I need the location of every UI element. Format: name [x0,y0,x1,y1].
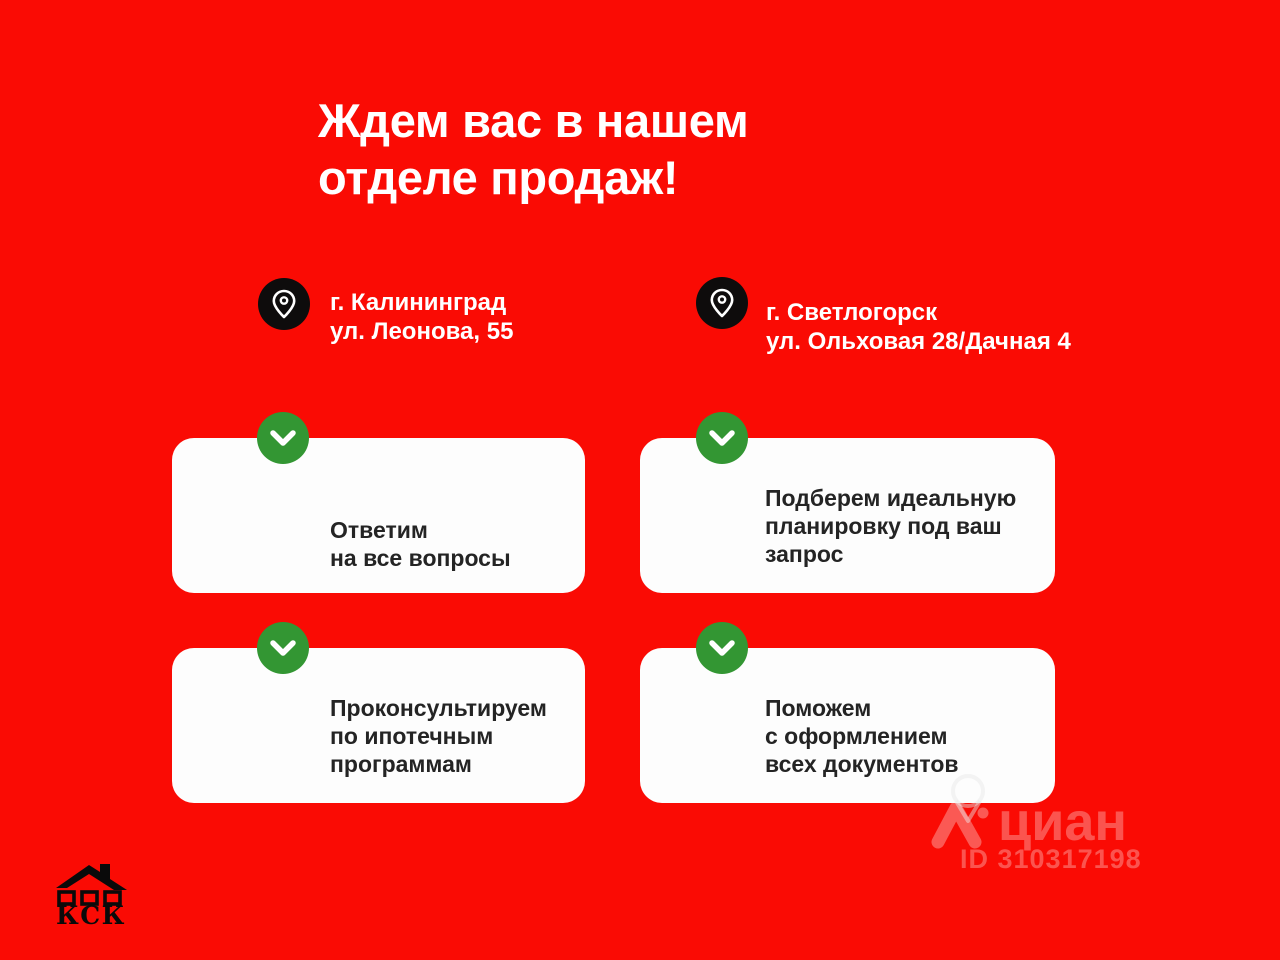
address-kaliningrad [330,288,513,346]
benefit-card-layout [640,438,1055,593]
check-badge [257,412,309,464]
title-line-2: отделе продаж! [318,151,679,204]
cian-watermark [928,762,1164,876]
benefit-text [330,516,511,572]
map-pin-icon [709,288,735,318]
benefit-line: Проконсультируем [330,695,547,721]
title-line-1: Ждем вас в нашем [318,94,749,147]
check-icon [696,412,748,464]
check-icon [257,412,309,464]
address-street: ул. Ольховая 28/Дачная 4 [766,328,1071,355]
check-badge [257,622,309,674]
benefit-line: на все вопросы [330,545,511,571]
address-city: г. Светлогорск [766,299,938,326]
check-badge [696,412,748,464]
cian-brand-text: циан [998,792,1128,852]
location-pin-badge-svetlogorsk [696,277,748,329]
address-city: г. Калининград [330,289,507,316]
benefit-text [330,694,547,778]
cian-roof-mark [938,808,989,843]
benefit-card-mortgage [172,648,585,803]
house-icon [56,864,127,904]
ksk-logo-text: КСК [56,901,126,927]
benefit-line: программам [330,751,472,777]
benefit-line: Подберем идеальную [765,485,1017,511]
address-svetlogorsk [766,298,1071,356]
address-street: ул. Леонова, 55 [330,318,514,345]
page-title [318,92,748,206]
check-icon [696,622,748,674]
benefit-line: Ответим [330,517,428,543]
ksk-logo [56,861,128,927]
check-icon [257,622,309,674]
benefit-line: с оформлением [765,723,948,749]
benefit-text [765,484,1016,568]
benefit-line: по ипотечным [330,723,494,749]
benefit-line: всех документов [765,751,959,777]
benefit-card-answers [172,438,585,593]
check-badge [696,622,748,674]
cian-listing-id: ID 310317198 [960,844,1142,874]
location-pin-badge-kaliningrad [258,278,310,330]
map-pin-icon [271,289,297,319]
benefit-line: планировку под ваш [765,513,1002,539]
benefit-line: запрос [765,541,844,567]
benefit-line: Поможем [765,695,872,721]
